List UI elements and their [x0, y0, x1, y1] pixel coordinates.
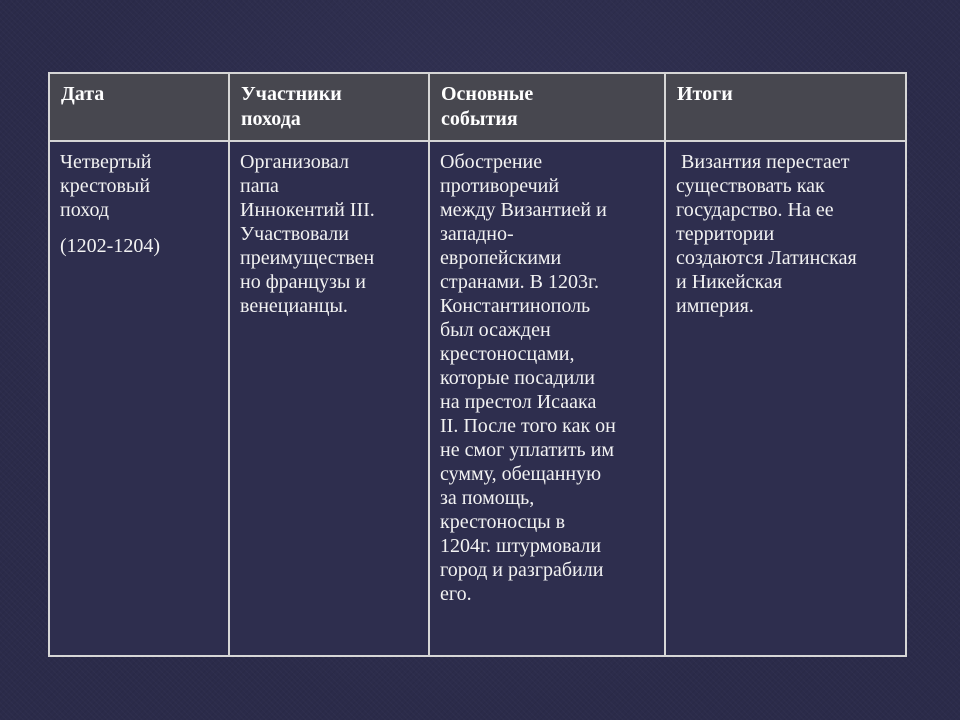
cell-results — [665, 141, 906, 656]
crusade-table — [48, 72, 907, 657]
header-events — [429, 73, 665, 141]
cell-date — [49, 141, 229, 656]
header-participants-label: Участники похода — [241, 83, 342, 130]
header-results-label: Итоги — [677, 83, 733, 105]
results-text: Византия перестает существовать как государство. На ее территории создаются Латинская и Никейская империя. — [676, 151, 857, 317]
table-row — [49, 141, 906, 656]
header-date — [49, 73, 229, 141]
header-events-label: Основные события — [441, 83, 534, 130]
date-title: Четвертый крестовый поход — [60, 151, 152, 221]
table-header-row — [49, 73, 906, 141]
header-date-label: Дата — [61, 83, 105, 105]
header-participants — [229, 73, 429, 141]
cell-participants — [229, 141, 429, 656]
participants-text: Организовал папа Иннокентий III. Участвовали преимуществен но французы и венецианцы. — [240, 151, 375, 317]
events-text: Обострение противоречий между Византией и западно- европейскими странами. В 1203г. Константинополь был осажден крестоносцами, которые посадили на престол Исаака II. После того как он не смог уплатить им сумму, обещанную за помощь, крестоносцы в 1204г. штурмовали город и разграбили его. — [440, 151, 616, 605]
cell-events — [429, 141, 665, 656]
header-results — [665, 73, 906, 141]
date-years: (1202-1204) — [60, 235, 160, 257]
